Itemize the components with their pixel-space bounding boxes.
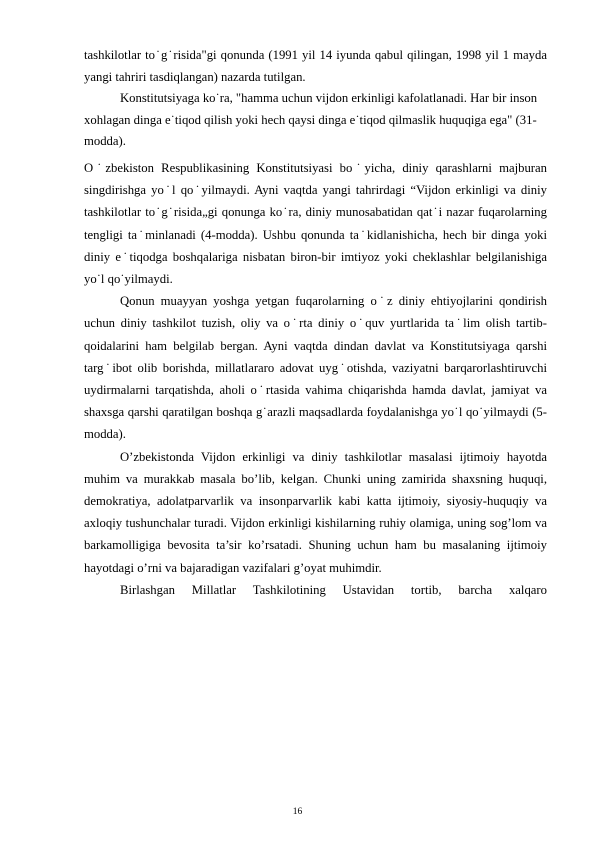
paragraph-law: Qonun muayyan yoshga yetgan fuqarolarning o˙z diniy ehtiyojlarini qondirish uchun diniy tashkilot tuzish, oliy va o˙rta diniy o˙quv yurtlarida ta˙lim olish tartib-qoidalarini ham belgilab bergan. Ayni vaqtda dindan davlat va Konstitutsiyaga qarshi targ˙ibot olib borishda, millatlararo adovat uyg˙otishda, vaziyatni barqarorlashtiruvchi uydirmalarni tarqatishda, aholi o˙rtasida vahima chiqarishda hamda davlat, jamiyat va shaxsga qarshi qaratilgan boshqa g˙arazli maqsadlarda foydalanishga yo˙l qo˙yilmaydi (5-modda). bbox=[84, 294, 547, 442]
quote-paragraph: Konstitutsiyaga ko˙ra, "hamma uchun vijdon erkinligi kafolatlanadi. Har bir inson xohlagan dinga e˙tiqod qilish yoki hech qaysi dinga e˙tiqod qilmaslik huquqiga ega" (31-modda). bbox=[84, 91, 538, 149]
document-body bbox=[84, 44, 547, 601]
paragraph-freedom-of-conscience: O’zbekistonda Vijdon erkinligi va diniy tashkilotlar masalasi ijtimoiy hayotda muhim va murakkab masala bo’lib, kelgan. Chunki uning zamirida shaxsning huquqi, demokratiya, adolatparvarlik va insonparvarlik kabi katta ijtimoiy, siyosiy-huquqiy va axloqiy tushunchalar turadi. Vijdon erkinligi kishilarning ruhiy olamiga, uning sog’lom va barkamolligiga bevosita ta’sir ko’rsatadi. Shuning uchun ham bu masalaning ijtimoiy hayotdagi o’rni va bajaradigan vazifalari g’oyat muhimdir. bbox=[84, 449, 547, 575]
paragraph-continuation: tashkilotlar to˙g˙risida"gi qonunda (1991 yil 14 iyunda qabul qilingan, 1998 yil 1 mayda yangi tahriri tasdiqlangan) nazarda tutilgan. bbox=[84, 48, 547, 85]
paragraph-constitution: O˙zbekiston Respublikasining Konstitutsiyasi bo˙yicha, diniy qarashlarni majburan singdirishga yo˙l qo˙yilmaydi. Ayni vaqtda yangi tahrirdagi “Vijdon erkinligi va diniy tashkilotlar to˙g˙risida„gi qonunga ko˙ra, diniy munosabatidan qat˙i nazar fuqarolarning tengligi ta˙minlanadi (4-modda). Ushbu qonunda ta˙kidlanishicha, hech bir dinga yoki diniy e˙tiqodga boshqalariga nisbatan biron-bir imtiyoz yoki cheklashlar belgilanishiga yo˙l qo˙yilmaydi. bbox=[84, 160, 547, 286]
paragraph-united-nations: Birlashgan Millatlar Tashkilotining Ustavidan tortib, barcha xalqaro bbox=[120, 582, 547, 597]
page-number: 16 bbox=[292, 807, 303, 817]
constitution-quote bbox=[84, 88, 547, 153]
